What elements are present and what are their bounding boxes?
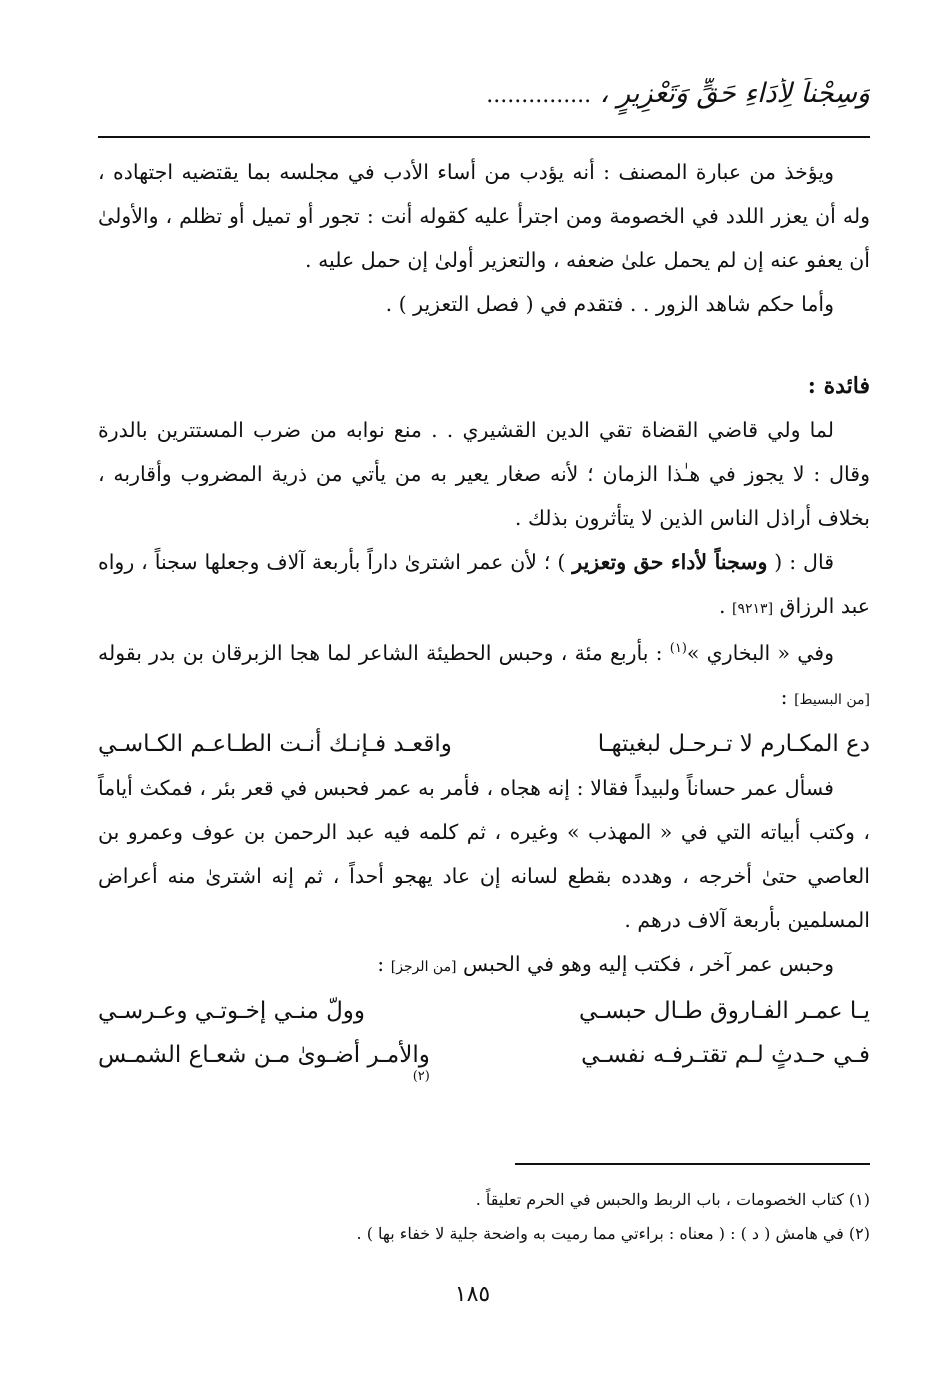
meter-label: [من البسيط] [794,692,870,708]
paragraph-4: قال : ( وسجناً لأداء حق وتعزير ) ؛ لأن عمر اشترىٰ داراً بأربعة آلاف وجعلها سجناً ، رواه عبد الرزاق [٩٢١٣] . [98,550,870,618]
running-header [98,78,870,122]
paragraph-6: فسأل عمر حساناً ولبيداً فقالا : إنه هجاه ، فأمر به عمر فحبس في قعر بئر ، فمكث أياماً ، وكتب أبياته التي في « المهذب » وغيره ، ثم كلمه فيه عبد الرحمن بن عوف وعمرو بن العاصي حتىٰ أخرجه ، وهدده بقطع لسانه إن عاد يهجو أحداً ، ثم إنه اشترىٰ منه أعراض المسلمين بأربعة آلاف درهم . [98,776,870,932]
matn-quote: وسجناً لأداء حق وتعزير [572,550,768,574]
page-number: ١٨٥ [454,1282,491,1307]
faida-heading: فائدة : [807,373,870,399]
verse-3 [98,1033,870,1084]
paragraph-2: وأما حكم شاهد الزور . . فتقدم في ( فصل التعزير ) . [385,292,834,316]
paragraph-7: وحبس عمر آخر ، فكتب إليه وهو في الحبس [من الرجز] : [377,952,834,976]
running-title: وَسِجْناً لِأَدَاءِ حَقٍّ وَتَعْزِيرٍ ، [599,78,870,109]
header-rule [98,136,870,138]
verse-2 [98,989,870,1033]
verse-2-second-hemistich: وولّ منـي إخـوتـي وعـرسـي [98,998,366,1024]
paragraph-3: لما ولي قاضي القضاة تقي الدين القشيري . . منع نوابه من ضرب المستترين بالدرة وقال : لا يجوز في هـٰذا الزمان ؛ لأنه صغار يعير به من يأتي من ذرية المضروب وأقاربه ، بخلاف أراذل الناس الذين لا يتأثرون بذلك . [98,418,870,530]
paragraph-5: وفي « البخاري »$^{(١)}$ : بأربع مئة ، وحبس الحطيئة الشاعر لما هجا الزبرقان بن بدر بقوله [من البسيط] : [98,641,870,709]
paragraph-1: ويؤخذ من عبارة المصنف : أنه يؤدب من أساء الأدب في مجلسه بما يقتضيه اجتهاده ، وله أن يعزر اللدد في الخصومة ومن اجترأ عليه كقوله أنت : تجور أو تميل أو تظلم ، والأولىٰ أن يعفو عنه إن لم يحمل علىٰ ضعفه ، والتعزير أولىٰ إن حمل عليه . [98,160,870,272]
main-text [98,150,870,1084]
verse-1 [98,722,870,766]
footnotes [98,1183,870,1251]
verse-2-first-hemistich: يـا عمـر الفـاروق طـال حبسـي [578,998,870,1024]
verse-1-second-hemistich: واقعـد فـإنـك أنـت الطـاعـم الكـاسـي [98,731,452,757]
verse-3-first-hemistich: فـي حـدثٍ لـم تقتـرفـه نفسـي [581,1042,870,1068]
hadith-ref: [٩٢١٣] [732,601,774,617]
verse-1-first-hemistich: دع المكـارم لا تـرحـل لبغيتهـا [597,731,870,757]
footnote-marker-1: (١) [669,641,687,657]
verse-3-second-hemistich: والأمـر أضـوىٰ مـن شعـاع الشمـس (٢) [98,1042,430,1084]
footnote-1: (١) كتاب الخصومات ، باب الربط والحبس في الحرم تعليقاً . [475,1190,870,1209]
meter-label: [من الرجز] [390,959,457,975]
footnote-rule [515,1163,870,1165]
header-dots: ............... [486,83,592,108]
footnote-2: (٢) في هامش ( د ) : ( معناه : براءتي مما رميت به واضحة جلية لا خفاء بها ) . [356,1224,870,1243]
